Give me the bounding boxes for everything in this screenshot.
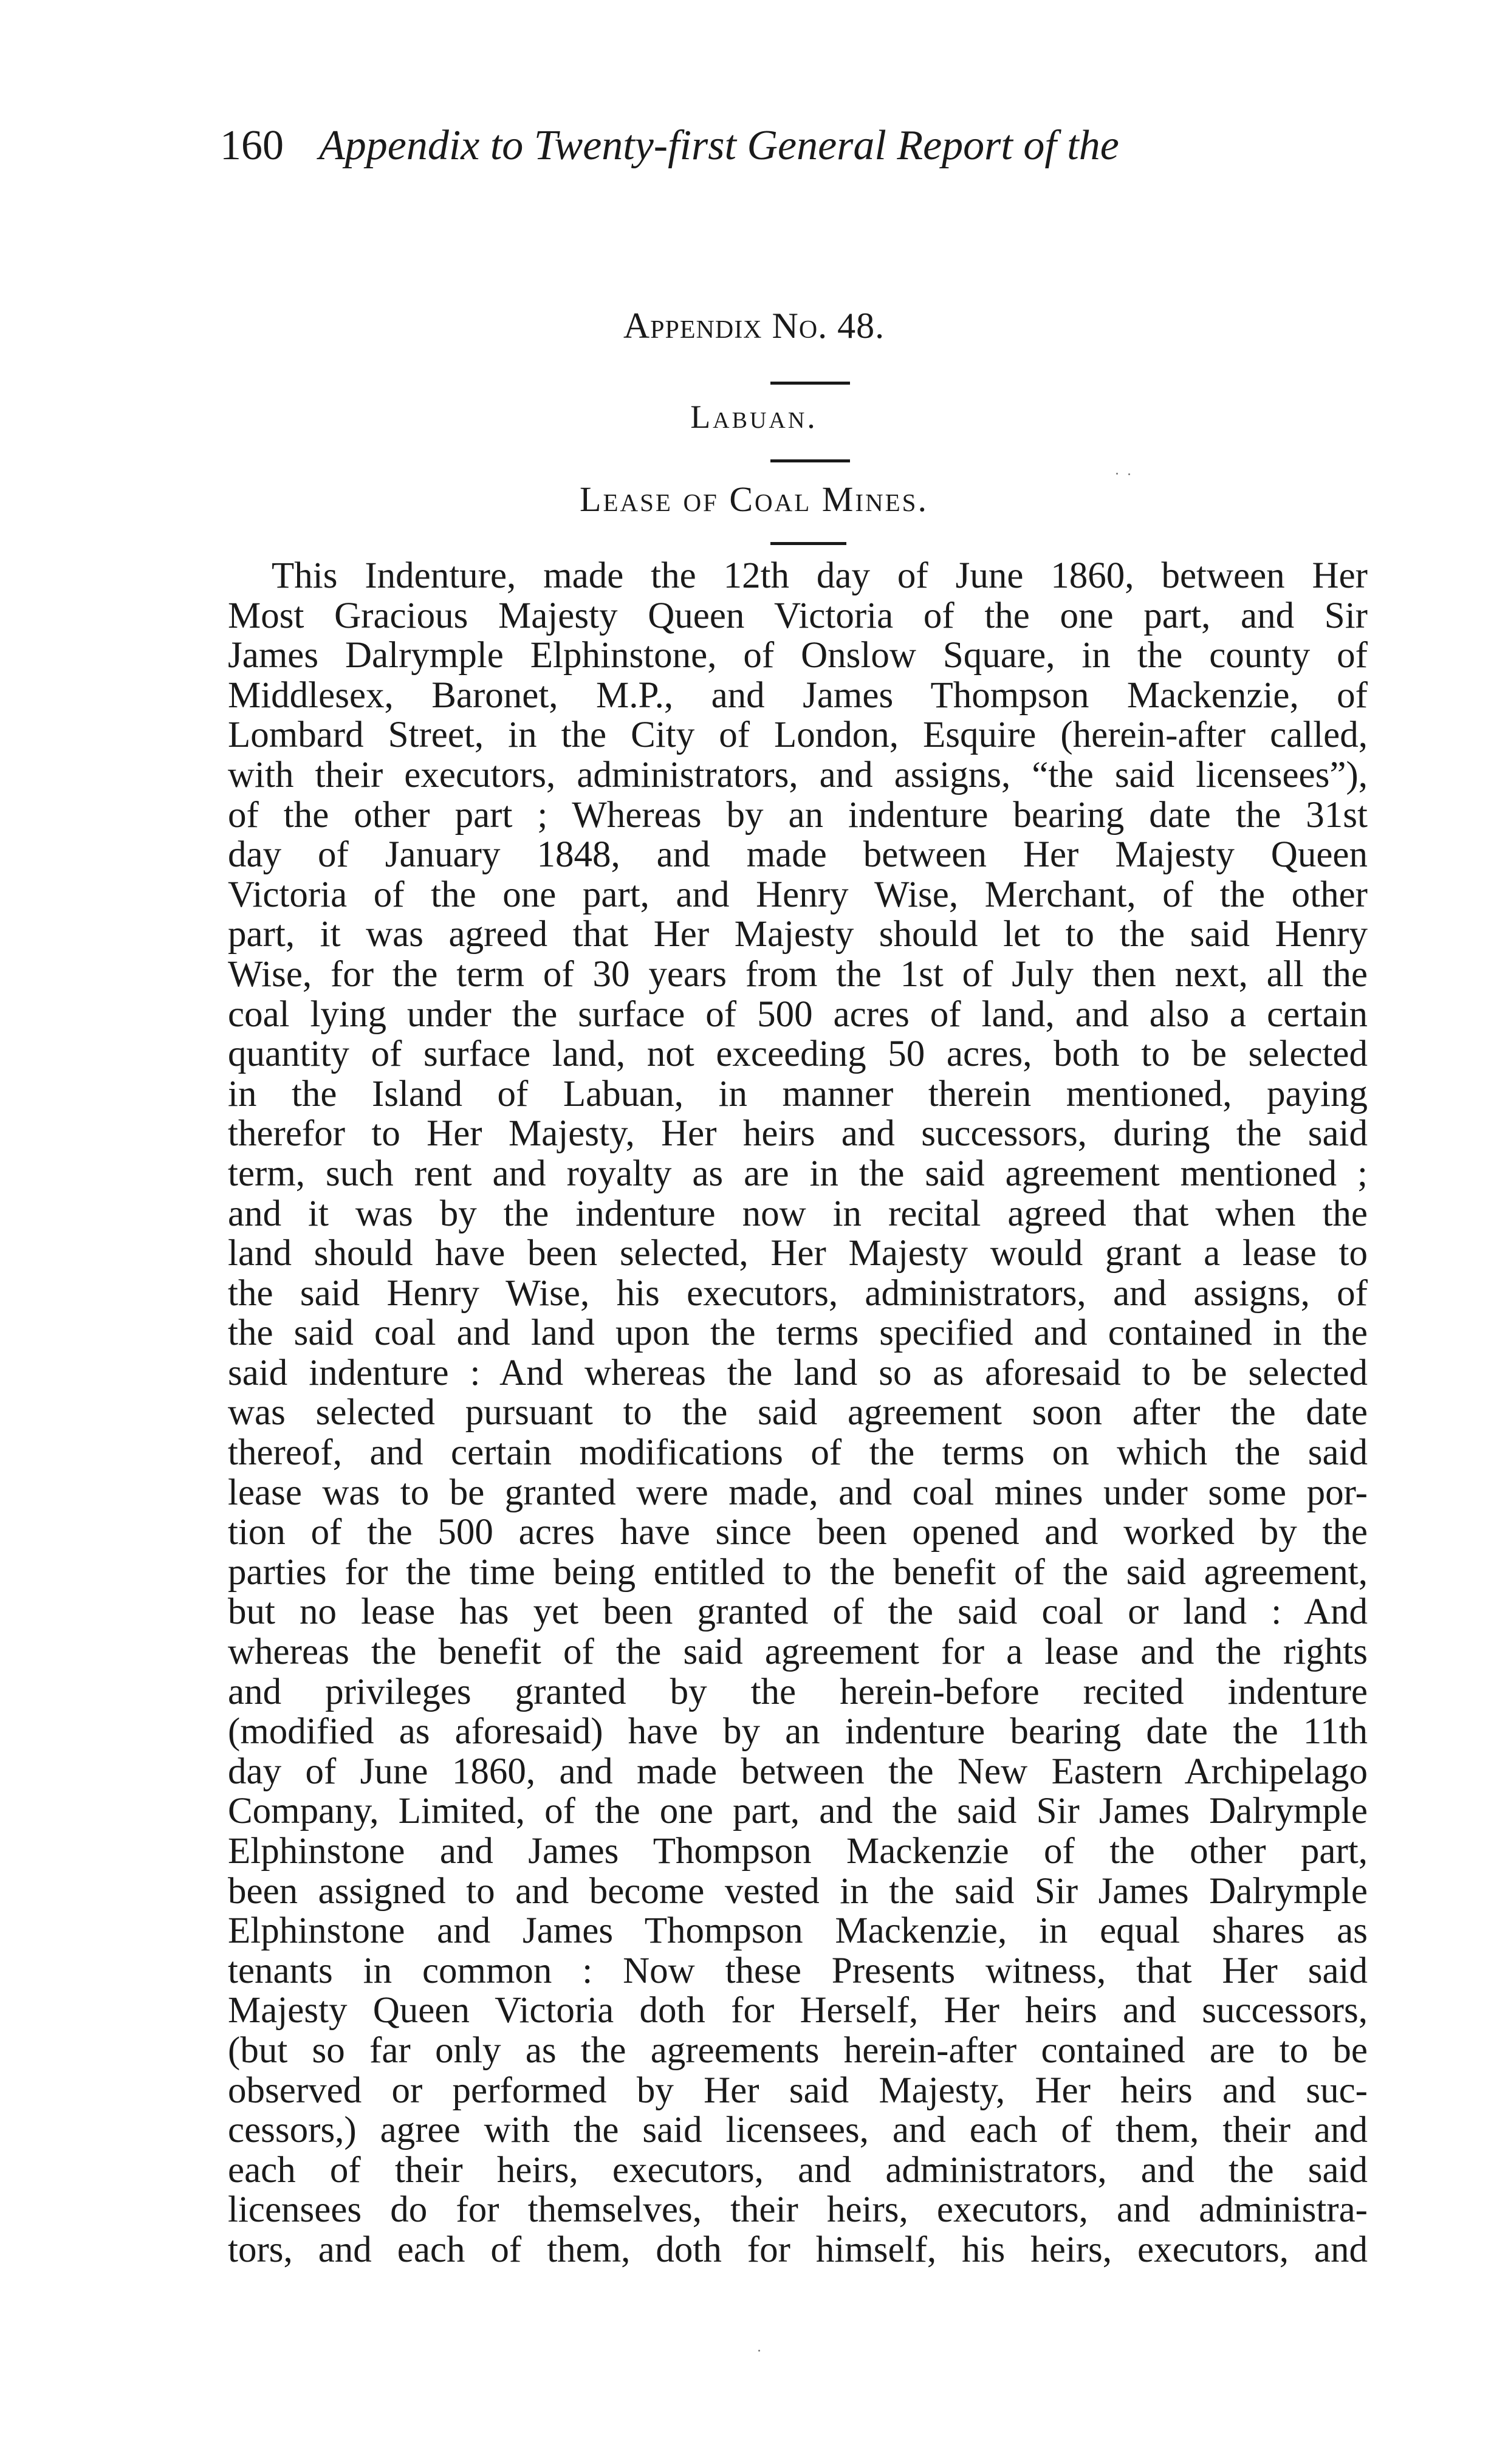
body-text-line: each of their heirs, executors, and administrators, and the said [228,2150,1368,2191]
indenture-body-text [228,556,1368,2270]
body-text-line: Victoria of the one part, and Henry Wise, Merchant, of the other [228,874,1368,915]
page-number: 160 [220,122,284,169]
appendix-heading: Appendix No. 48. [623,306,885,346]
paper-speck [1116,473,1118,475]
body-text-line: whereas the benefit of the said agreement for a lease and the rights [228,1632,1368,1672]
heading-rule [770,542,846,545]
body-text-line: (but so far only as the agreements herein-after contained are to be [228,2030,1368,2071]
body-text-line: but no lease has yet been granted of the said coal or land : And [228,1592,1368,1633]
body-text-line: Company, Limited, of the one part, and the said Sir James Dalrymple [228,1791,1368,1831]
body-text-line: thereof, and certain modifications of the terms on which the said [228,1433,1368,1473]
body-text-line: the said coal and land upon the terms specified and contained in the [228,1313,1368,1353]
body-text-line: James Dalrymple Elphinstone, of Onslow Square, in the county of [228,636,1368,676]
body-text-line: lease was to be granted were made, and coal mines under some por- [228,1472,1368,1513]
body-text-line: term, such rent and royalty as are in the said agreement mentioned ; [228,1153,1368,1194]
heading-rule [770,459,850,462]
body-text-line: in the Island of Labuan, in manner therein mentioned, paying [228,1074,1368,1114]
body-text-line: Middlesex, Baronet, M.P., and James Thompson Mackenzie, of [228,675,1368,716]
body-text-line: with their executors, administrators, and assigns, “the said licensees”), [228,755,1368,795]
paper-speck [758,2350,760,2352]
body-text-line: Elphinstone and James Thompson Mackenzie, in equal shares as [228,1911,1368,1951]
body-text-line: quantity of surface land, not exceeding 50 acres, both to be selected [228,1034,1368,1074]
body-text-line: tors, and each of them, doth for himself, his heirs, executors, and [228,2229,1368,2270]
body-text-line: and privileges granted by the herein-before recited indenture [228,1672,1368,1712]
body-text-line: was selected pursuant to the said agreement soon after the date [228,1393,1368,1433]
body-text-line: This Indenture, made the 12th day of June 1860, between Her [272,556,1368,596]
running-head-title: Appendix to Twenty-first General Report of the [319,122,1119,169]
body-text-line: licensees do for themselves, their heirs, executors, and administra- [228,2190,1368,2230]
body-text-line: day of June 1860, and made between the New Eastern Archipelago [228,1751,1368,1792]
body-text-line: day of January 1848, and made between Her Majesty Queen [228,835,1368,875]
body-text-line: of the other part ; Whereas by an indenture bearing date the 31st [228,795,1368,836]
body-text-line: coal lying under the surface of 500 acres of land, and also a certain [228,994,1368,1035]
body-text-line: Elphinstone and James Thompson Mackenzie of the other part, [228,1831,1368,1872]
body-text-line: land should have been selected, Her Majesty would grant a lease to [228,1234,1368,1274]
body-text-line: Wise, for the term of 30 years from the 1st of July then next, all the [228,954,1368,995]
body-text-line: cessors,) agree with the said licensees, and each of them, their and [228,2110,1368,2150]
paper-speck [1128,473,1130,475]
body-text-line: parties for the time being entitled to the benefit of the said agreement, [228,1552,1368,1593]
body-text-line: Lombard Street, in the City of London, Esquire (herein-after called, [228,715,1368,755]
body-text-line: the said Henry Wise, his executors, administrators, and assigns, of [228,1273,1368,1314]
body-text-line: Most Gracious Majesty Queen Victoria of the one part, and Sir [228,595,1368,636]
running-head [220,117,1314,173]
body-text-line: tenants in common : Now these Presents witness, that Her said [228,1951,1368,1991]
heading-rule [770,382,850,385]
body-text-line: tion of the 500 acres have since been opened and worked by the [228,1512,1368,1553]
body-text-line: therefor to Her Majesty, Her heirs and successors, during the said [228,1114,1368,1154]
lease-heading: Lease of Coal Mines. [580,479,928,519]
body-text-line: observed or performed by Her said Majesty, Her heirs and suc- [228,2070,1368,2111]
body-text-line: Majesty Queen Victoria doth for Herself, Her heirs and successors, [228,1991,1368,2031]
body-text-line: (modified as aforesaid) have by an indenture bearing date the 11th [228,1712,1368,1752]
body-text-line: and it was by the indenture now in recital agreed that when the [228,1193,1368,1234]
body-text-line: part, it was agreed that Her Majesty should let to the said Henry [228,915,1368,955]
body-text-line: said indenture : And whereas the land so as aforesaid to be selected [228,1353,1368,1393]
labuan-heading: Labuan. [690,399,818,435]
body-text-line: been assigned to and become vested in the said Sir James Dalrymple [228,1871,1368,1912]
